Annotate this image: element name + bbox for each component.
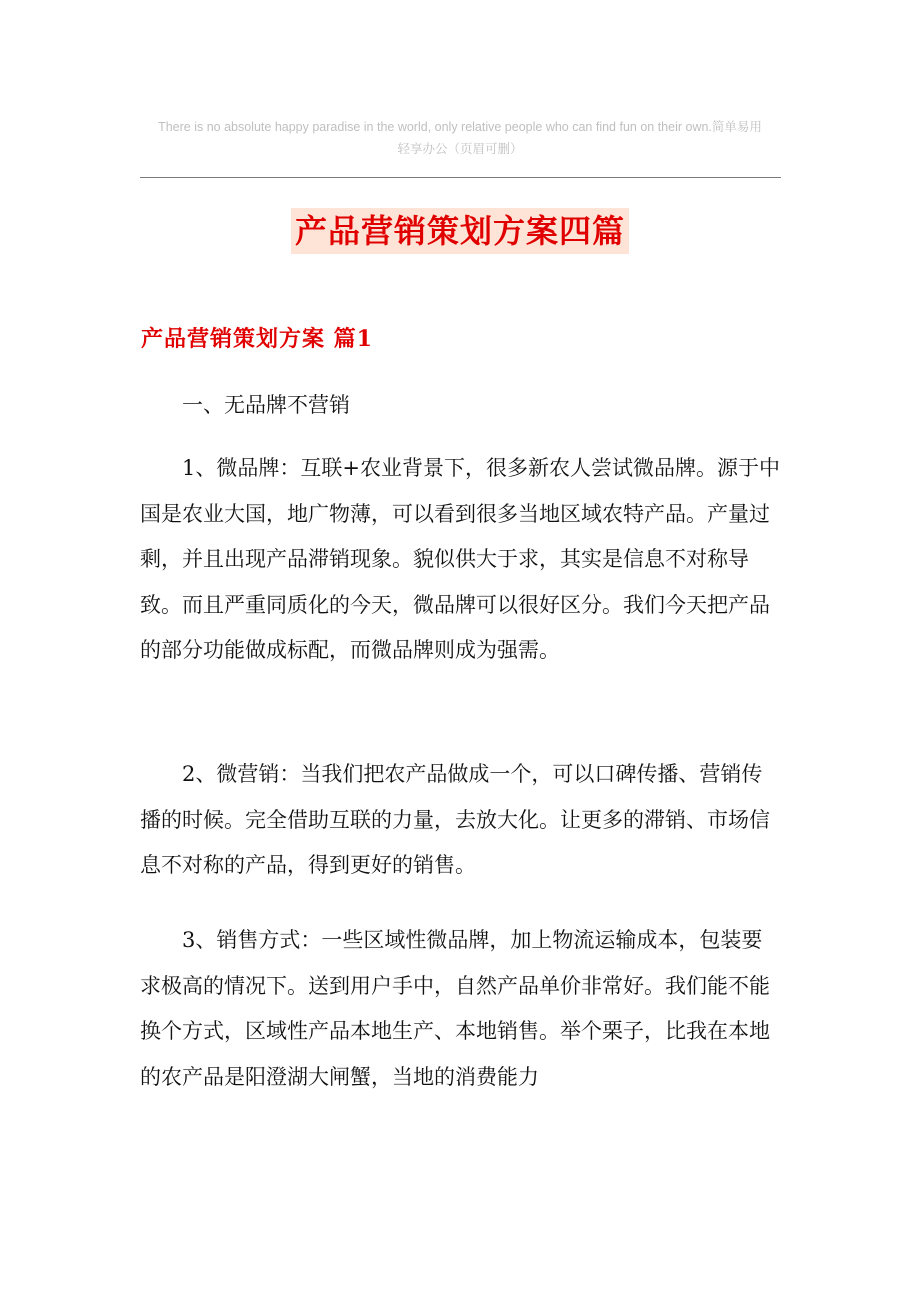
body-paragraph-2 — [140, 752, 780, 889]
section-heading: 产品营销策划方案 篇1 — [141, 326, 373, 352]
paragraph-heading-text: 一、无品牌不营销 — [182, 393, 350, 417]
document-title — [0, 208, 920, 254]
body-paragraph-3 — [140, 918, 780, 1100]
paragraph-text: 1、微品牌：互联+农业背景下，很多新农人尝试微品牌。源于中国是农业大国，地广物薄，可以看到很多当地区域农特产品。产量过剩，并且出现产品滞销现象。貌似供大于求，其实是信息不对称导致。而且严重同质化的今天，微品牌可以很好区分。我们今天把产品的部分功能做成标配，而微品牌则成为强需。 — [140, 456, 780, 662]
header-divider — [140, 177, 781, 178]
paragraph-text: 2、微营销：当我们把农产品做成一个，可以口碑传播、营销传播的时候。完全借助互联的力量，去放大化。让更多的滞销、市场信息不对称的产品，得到更好的销售。 — [140, 762, 770, 877]
header-line-2: 轻享办公（页眉可删） — [397, 141, 523, 156]
body-paragraph-1 — [140, 446, 780, 674]
body-paragraph-heading — [140, 383, 780, 429]
paragraph-text: 3、销售方式：一些区域性微品牌，加上物流运输成本，包装要求极高的情况下。送到用户手中，自然产品单价非常好。我们能不能换个方式，区域性产品本地生产、本地销售。举个栗子，比我在本地的农产品是阳澄湖大闸蟹，当地的消费能力 — [140, 928, 770, 1089]
document-title-text: 产品营销策划方案四篇 — [291, 208, 629, 254]
header-line-1: There is no absolute happy paradise in the world, only relative people who can find fun on their own.简单易用 — [158, 120, 762, 134]
page-header — [140, 116, 780, 160]
